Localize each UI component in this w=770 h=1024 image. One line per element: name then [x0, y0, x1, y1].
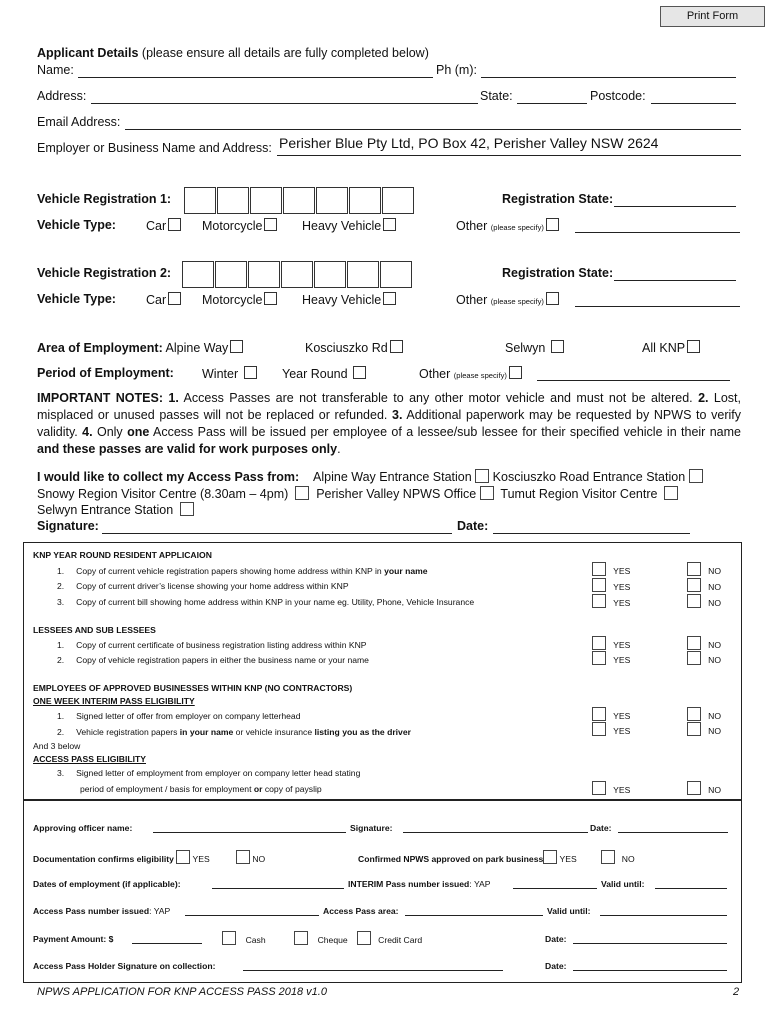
- office-date-label: Date:: [590, 823, 612, 833]
- doc-yes-checkbox[interactable]: [176, 850, 190, 864]
- interim-1-no[interactable]: [687, 707, 721, 721]
- footer-title: NPWS APPLICATION FOR KNP ACCESS PASS 2018 v1.0: [37, 986, 327, 998]
- email-field[interactable]: [125, 116, 741, 130]
- lessees-1-no[interactable]: [687, 636, 721, 650]
- item-text: Copy of current driver’s license showing your home address within KNP: [76, 581, 349, 591]
- vehicle1-rego-box[interactable]: [283, 187, 315, 214]
- interim-2-yes[interactable]: [592, 722, 630, 736]
- access-valid-field[interactable]: [600, 905, 727, 916]
- vehicle2-car-checkbox[interactable]: [168, 292, 181, 305]
- payment-date-label: Date:: [545, 934, 567, 944]
- access-heading: ACCESS PASS ELIGIBILITY: [33, 754, 147, 764]
- note-text: Only: [92, 425, 128, 439]
- no-label: NO: [708, 726, 722, 736]
- vehicle1-heavy-checkbox[interactable]: [383, 218, 396, 231]
- npws-no-checkbox[interactable]: [601, 850, 615, 864]
- npws-confirmed-label: Confirmed NPWS approved on park business: [358, 854, 544, 864]
- yes-label: YES: [613, 711, 631, 721]
- item-emphasis: or: [253, 784, 263, 794]
- vehicle1-type-label: Vehicle Type:: [37, 218, 116, 232]
- vehicle2-state-label: Registration State:: [502, 266, 614, 280]
- collect-alpine-checkbox[interactable]: [475, 469, 489, 483]
- item-emphasis: listing you as the driver: [314, 727, 411, 737]
- address-field[interactable]: [91, 90, 478, 104]
- item-emphasis: your name: [384, 566, 428, 576]
- email-label: Email Address:: [37, 115, 121, 129]
- interim-1-yes[interactable]: [592, 707, 630, 721]
- kosciuszko-rd-label: Kosciuszko Rd: [305, 341, 388, 355]
- interim-number-label: INTERIM Pass number issued: [348, 879, 470, 889]
- collect-kosciuszko-checkbox[interactable]: [689, 469, 703, 483]
- item-text: Signed letter of offer from employer on company letterhead: [76, 711, 301, 721]
- vehicle2-other-field[interactable]: [575, 293, 740, 307]
- no-checkbox[interactable]: [687, 722, 701, 736]
- item-text: Copy of current vehicle registration papers showing home address within KNP in: [76, 566, 385, 576]
- approving-officer-label: Approving officer name:: [33, 823, 133, 833]
- vehicle2-rego-box[interactable]: [380, 261, 412, 288]
- yes-checkbox[interactable]: [592, 651, 606, 665]
- access-item-line2: [80, 784, 322, 794]
- print-form-button[interactable]: Print Form: [660, 6, 765, 27]
- access-number-label: Access Pass number issued: [33, 906, 150, 916]
- interim-valid-field[interactable]: [655, 878, 727, 889]
- area-selwyn-option[interactable]: [505, 340, 564, 355]
- interim-valid-label: Valid until:: [601, 879, 645, 889]
- vehicle1-motorcycle-checkbox[interactable]: [264, 218, 277, 231]
- resident-1-yes[interactable]: [592, 562, 630, 576]
- all-knp-label: All KNP: [642, 341, 686, 355]
- vehicle1-car-option[interactable]: [146, 218, 181, 233]
- collect-tumut-checkbox[interactable]: [664, 486, 678, 500]
- item-text: or vehicle insurance: [233, 727, 315, 737]
- collect-selwyn-label: Selwyn Entrance Station: [37, 503, 174, 517]
- lessees-item-1: [57, 640, 367, 650]
- holder-signature-label: Access Pass Holder Signature on collection:: [33, 961, 216, 971]
- lessees-2-yes[interactable]: [592, 651, 630, 665]
- date-label: Date:: [457, 519, 489, 533]
- yes-checkbox[interactable]: [592, 707, 606, 721]
- item-number: 2.: [57, 581, 65, 591]
- office-date-field[interactable]: [618, 822, 728, 833]
- vehicle2-rego-label: Vehicle Registration 2:: [37, 266, 172, 280]
- doc-confirms-label: Documentation confirms eligibility: [33, 854, 174, 864]
- state-label: State:: [480, 89, 513, 103]
- item-text: Vehicle registration papers: [76, 727, 180, 737]
- no-label: NO: [708, 785, 722, 795]
- item-text: Copy of vehicle registration papers in either the business name or your name: [76, 655, 369, 665]
- cash-option[interactable]: [222, 931, 266, 945]
- item-number: 3.: [57, 597, 65, 607]
- heavy-vehicle-label: Heavy Vehicle: [302, 219, 382, 233]
- yes-checkbox[interactable]: [592, 781, 606, 795]
- item-number: 1.: [57, 711, 65, 721]
- credit-option[interactable]: [357, 931, 422, 945]
- vehicle2-type-label: Vehicle Type:: [37, 292, 116, 306]
- phone-field[interactable]: [481, 64, 736, 78]
- item-text: Signed letter of employment from employer on company letter head stating: [76, 768, 361, 778]
- collect-row-2: [37, 486, 678, 501]
- collect-snowy-checkbox[interactable]: [295, 486, 309, 500]
- yes-checkbox[interactable]: [592, 636, 606, 650]
- resident-3-no[interactable]: [687, 594, 721, 608]
- item-text: copy of payslip: [262, 784, 322, 794]
- yes-label: YES: [613, 640, 631, 650]
- no-checkbox[interactable]: [687, 707, 701, 721]
- item-text: Copy of current bill showing home address within KNP in your name eg. Utility, Phone, Vehicle Insurance: [76, 597, 475, 607]
- credit-label: Credit Card: [378, 935, 423, 945]
- holder-date-label: Date:: [545, 961, 567, 971]
- important-notes: [37, 390, 741, 458]
- period-year-round-option[interactable]: [282, 366, 366, 381]
- vehicle2-state-field[interactable]: [614, 267, 736, 281]
- item-number: 2.: [57, 727, 65, 737]
- note-text: Additional paperwork may be requested by NPWS to verify validity.: [37, 408, 741, 439]
- resident-2-yes[interactable]: [592, 578, 630, 592]
- access-valid-label: Valid until:: [547, 906, 591, 916]
- vehicle2-car-option[interactable]: [146, 292, 181, 307]
- no-checkbox[interactable]: [687, 578, 701, 592]
- resident-heading: KNP YEAR ROUND RESIDENT APPLICAION: [33, 550, 212, 560]
- yes-label: YES: [559, 854, 577, 864]
- interim-item-2: [57, 727, 411, 737]
- access-number-row: Access Pass number issued: YAP: [33, 906, 171, 916]
- other-note: (please specify): [490, 223, 544, 232]
- office-signature-label: Signature:: [350, 823, 393, 833]
- vehicle2-rego-box[interactable]: [248, 261, 280, 288]
- payment-field[interactable]: [132, 933, 202, 944]
- note-text: Lost, misplaced or unused passes will not be replaced or refunded.: [37, 391, 741, 422]
- resident-2-no[interactable]: [687, 578, 721, 592]
- area-selwyn-checkbox[interactable]: [551, 340, 564, 353]
- collect-alpine-label: Alpine Way Entrance Station: [313, 470, 472, 484]
- selwyn-label: Selwyn: [505, 341, 546, 355]
- vehicle1-other-option[interactable]: [456, 218, 559, 233]
- no-checkbox[interactable]: [687, 651, 701, 665]
- car-label: Car: [146, 219, 167, 233]
- vehicle2-heavy-checkbox[interactable]: [383, 292, 396, 305]
- area-employment-label: Area of Employment: [37, 341, 159, 355]
- payment-date-field[interactable]: [573, 933, 727, 944]
- interim-item-1: [57, 711, 300, 721]
- vehicle1-motorcycle-option[interactable]: [202, 218, 277, 233]
- lessees-2-no[interactable]: [687, 651, 721, 665]
- office-signature-field[interactable]: [403, 822, 588, 833]
- item-number: 1.: [57, 640, 65, 650]
- access-item-line1: [57, 768, 360, 778]
- area-all-checkbox[interactable]: [687, 340, 700, 353]
- vehicle2-rego-box[interactable]: [347, 261, 379, 288]
- no-label: NO: [708, 598, 722, 608]
- no-label: NO: [708, 566, 722, 576]
- car-label: Car: [146, 293, 167, 307]
- yes-checkbox[interactable]: [592, 594, 606, 608]
- approving-officer-field[interactable]: [153, 822, 346, 833]
- motorcycle-label: Motorcycle: [202, 219, 263, 233]
- no-label: NO: [621, 854, 635, 864]
- vehicle1-rego-box[interactable]: [316, 187, 348, 214]
- vehicle1-heavy-option[interactable]: [302, 218, 396, 233]
- vehicle2-other-checkbox[interactable]: [546, 292, 559, 305]
- no-checkbox[interactable]: [687, 636, 701, 650]
- npws-confirmed-row: [358, 850, 635, 864]
- postcode-field[interactable]: [651, 90, 736, 104]
- vehicle2-motorcycle-checkbox[interactable]: [264, 292, 277, 305]
- item-number: 1.: [57, 566, 65, 576]
- yes-checkbox[interactable]: [592, 562, 606, 576]
- applicant-heading-note: (please ensure all details are fully completed below): [141, 46, 429, 60]
- collect-perisher-checkbox[interactable]: [480, 486, 494, 500]
- access-no[interactable]: [687, 781, 721, 795]
- other-label: Other: [456, 293, 488, 307]
- phone-label: Ph (m):: [436, 63, 477, 77]
- vehicle2-heavy-option[interactable]: [302, 292, 396, 307]
- note-text: Access Passes are not transferable to any other motor vehicle and must not be altered.: [178, 391, 693, 405]
- page-number: 2: [733, 986, 740, 998]
- dates-employment-label: Dates of employment (if applicable):: [33, 879, 181, 889]
- vehicle1-rego-box[interactable]: [184, 187, 216, 214]
- yes-checkbox[interactable]: [592, 578, 606, 592]
- interim-number-row: INTERIM Pass number issued: YAP: [348, 879, 491, 889]
- vehicle2-rego-box[interactable]: [281, 261, 313, 288]
- item-number: 2.: [57, 655, 65, 665]
- signature-field[interactable]: [102, 520, 452, 534]
- interim-heading: ONE WEEK INTERIM PASS ELIGIBILITY: [33, 696, 195, 706]
- cash-checkbox[interactable]: [222, 931, 236, 945]
- no-checkbox[interactable]: [687, 781, 701, 795]
- collect-snowy-label: Snowy Region Visitor Centre (8.30am – 4pm): [37, 487, 289, 501]
- yes-label: YES: [613, 726, 631, 736]
- resident-item-1: [57, 566, 428, 576]
- period-label: Period of Employment:: [37, 366, 174, 380]
- collect-row-3: [37, 502, 194, 517]
- period-winter-checkbox[interactable]: [244, 366, 257, 379]
- vehicle2-other-option[interactable]: [456, 292, 559, 307]
- resident-3-yes[interactable]: [592, 594, 630, 608]
- resident-1-no[interactable]: [687, 562, 721, 576]
- yes-label: YES: [613, 655, 631, 665]
- name-label: Name:: [37, 63, 74, 77]
- note-text: Access Pass will be issued per employee of a lessee/sub lessee for their specified vehicle in their name: [149, 425, 741, 439]
- access-yes[interactable]: [592, 781, 630, 795]
- vehicle2-rego-box[interactable]: [182, 261, 214, 288]
- other-label: Other: [456, 219, 488, 233]
- yes-label: YES: [192, 854, 210, 864]
- npws-yes-checkbox[interactable]: [543, 850, 557, 864]
- interim-number-field[interactable]: [513, 878, 597, 889]
- area-employment-row: Area of Employment: Alpine Way: [37, 340, 243, 355]
- vehicle1-state-label: Registration State:: [502, 192, 614, 206]
- note-emphasis: and these passes are valid for work purposes only: [37, 442, 338, 456]
- item-text: period of employment / basis for employment: [80, 784, 254, 794]
- note-number: 4.: [82, 425, 93, 439]
- period-other-field[interactable]: [537, 367, 730, 381]
- state-field[interactable]: [517, 90, 587, 104]
- applicant-heading-row: [37, 46, 429, 60]
- interim-2-no[interactable]: [687, 722, 721, 736]
- postcode-label: Postcode:: [590, 89, 646, 103]
- yap-prefix: YAP: [153, 906, 171, 916]
- vehicle1-rego-label: Vehicle Registration 1:: [37, 192, 172, 206]
- yes-label: YES: [613, 582, 631, 592]
- vehicle1-rego-box[interactable]: [250, 187, 282, 214]
- note-number: 2.: [698, 391, 709, 405]
- applicant-heading: Applicant Details: [37, 46, 139, 60]
- lessees-heading: LESSEES AND SUB LESSEES: [33, 625, 156, 635]
- area-alpine-checkbox[interactable]: [230, 340, 243, 353]
- area-all-option[interactable]: [642, 340, 700, 355]
- lessees-1-yes[interactable]: [592, 636, 630, 650]
- date-field[interactable]: [493, 520, 690, 534]
- no-label: NO: [708, 711, 722, 721]
- and-3-below: And 3 below: [33, 741, 81, 751]
- name-field[interactable]: [78, 64, 433, 78]
- credit-checkbox[interactable]: [357, 931, 371, 945]
- cheque-option[interactable]: [294, 931, 348, 945]
- note-emphasis: one: [127, 425, 150, 439]
- vehicle1-rego-box[interactable]: [382, 187, 414, 214]
- yes-checkbox[interactable]: [592, 722, 606, 736]
- item-number: 3.: [57, 768, 65, 778]
- period-other-checkbox[interactable]: [509, 366, 522, 379]
- address-label: Address:: [37, 89, 87, 103]
- payment-label: Payment Amount: $: [33, 934, 114, 944]
- collect-kosciuszko-label: Kosciuszko Road Entrance Station: [492, 470, 686, 484]
- employer-label: Employer or Business Name and Address:: [37, 141, 272, 155]
- cheque-checkbox[interactable]: [294, 931, 308, 945]
- vehicle1-other-checkbox[interactable]: [546, 218, 559, 231]
- yes-label: YES: [613, 785, 631, 795]
- vehicle1-rego-box[interactable]: [349, 187, 381, 214]
- no-label: NO: [708, 655, 722, 665]
- item-text: Copy of current certificate of business registration listing address within KNP: [76, 640, 367, 650]
- resident-item-2: [57, 581, 349, 591]
- lessees-item-2: [57, 655, 369, 665]
- holder-date-field[interactable]: [573, 960, 727, 971]
- item-emphasis: in your name: [179, 727, 234, 737]
- winter-label: Winter: [202, 367, 239, 381]
- access-area-label: Access Pass area:: [323, 906, 399, 916]
- access-number-field[interactable]: [185, 905, 319, 916]
- cash-label: Cash: [245, 935, 266, 945]
- other-note: (please specify): [490, 297, 544, 306]
- collect-row-1: [37, 469, 703, 484]
- no-checkbox[interactable]: [687, 562, 701, 576]
- vehicle2-rego-box[interactable]: [314, 261, 346, 288]
- access-area-field[interactable]: [405, 905, 543, 916]
- dates-employment-field[interactable]: [212, 878, 344, 889]
- no-label: NO: [708, 640, 722, 650]
- collect-perisher-label: Perisher Valley NPWS Office: [316, 487, 477, 501]
- yes-label: YES: [613, 598, 631, 608]
- no-label: NO: [252, 854, 266, 864]
- year-round-label: Year Round: [282, 367, 348, 381]
- vehicle1-rego-box[interactable]: [217, 187, 249, 214]
- holder-signature-field[interactable]: [243, 960, 503, 971]
- vehicle1-state-field[interactable]: [614, 193, 736, 207]
- collect-tumut-label: Tumut Region Visitor Centre: [500, 487, 658, 501]
- area-kosciuszko-checkbox[interactable]: [390, 340, 403, 353]
- employer-value[interactable]: Perisher Blue Pty Ltd, PO Box 42, Perisher Valley NSW 2624: [279, 135, 659, 151]
- vehicle1-other-field[interactable]: [575, 219, 740, 233]
- no-checkbox[interactable]: [687, 594, 701, 608]
- vehicle1-car-checkbox[interactable]: [168, 218, 181, 231]
- resident-item-3: [57, 597, 474, 607]
- employees-heading: EMPLOYEES OF APPROVED BUSINESSES WITHIN KNP (NO CONTRACTORS): [33, 683, 353, 693]
- vehicle2-motorcycle-option[interactable]: [202, 292, 277, 307]
- area-kosciuszko-option[interactable]: [305, 340, 403, 355]
- doc-no-checkbox[interactable]: [236, 850, 250, 864]
- period-year-round-checkbox[interactable]: [353, 366, 366, 379]
- vehicle2-rego-box[interactable]: [215, 261, 247, 288]
- collect-selwyn-checkbox[interactable]: [180, 502, 194, 516]
- motorcycle-label: Motorcycle: [202, 293, 263, 307]
- alpine-way-label: Alpine Way: [165, 341, 229, 355]
- heavy-vehicle-label: Heavy Vehicle: [302, 293, 382, 307]
- no-label: NO: [708, 582, 722, 592]
- doc-confirms-row: [33, 850, 265, 864]
- period-other-option[interactable]: [419, 366, 522, 381]
- yes-label: YES: [613, 566, 631, 576]
- collect-label: I would like to collect my Access Pass from:: [37, 470, 300, 484]
- note-number: 1.: [168, 391, 179, 405]
- other-note: (please specify): [453, 371, 507, 380]
- cheque-label: Cheque: [317, 935, 348, 945]
- yap-prefix: YAP: [473, 879, 491, 889]
- notes-label: IMPORTANT NOTES:: [37, 391, 163, 405]
- note-text: .: [337, 442, 341, 456]
- period-winter-option[interactable]: [202, 366, 257, 381]
- note-number: 3.: [392, 408, 403, 422]
- other-label: Other: [419, 367, 451, 381]
- signature-label: Signature:: [37, 519, 99, 533]
